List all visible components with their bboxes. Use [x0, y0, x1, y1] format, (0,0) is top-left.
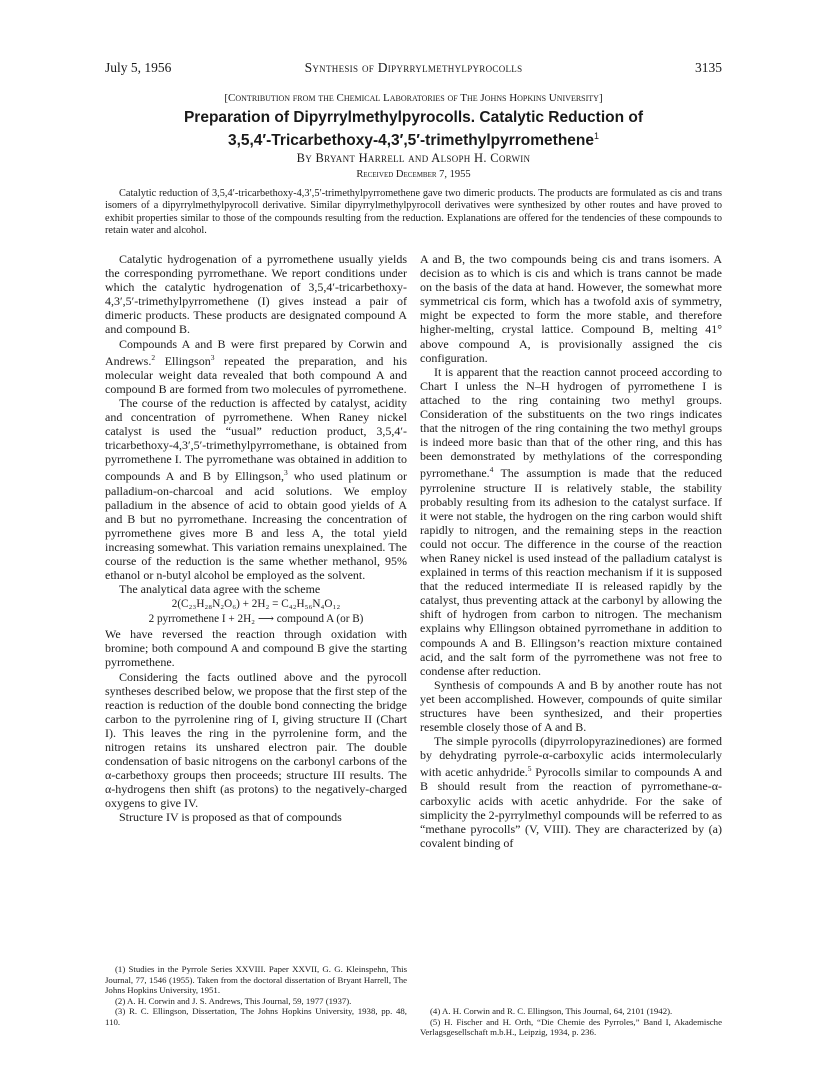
reference-mark: 4 [489, 465, 494, 475]
title-line-2-text: 3,5,4′-Tricarbethoxy-4,3′,5′-trimethylpyrromethene [227, 132, 595, 150]
footnotes-left [105, 964, 407, 1028]
title-footnote-mark: 1 [594, 131, 600, 141]
running-title: Synthesis of Dipyrrylmethylpyrocolls [304, 60, 523, 75]
footnote: (3) R. C. Ellingson, Dissertation, The Johns Hopkins University, 1938, pp. 48, 110. [105, 1006, 407, 1027]
article-title [105, 108, 722, 150]
footnote: (2) A. H. Corwin and J. S. Andrews, This Journal, 59, 1977 (1937). [115, 995, 352, 1006]
paragraph: Synthesis of compounds A and B by another route has not yet been accomplished. However, compounds of quite similar structures have been synthesized, and their properties resemble closely those of A and B. [420, 677, 722, 735]
paragraph: Structure IV is proposed as that of compounds [119, 810, 342, 825]
paragraph: Catalytic hydrogenation of a pyrromethene usually yields the corresponding pyrromethane. We report conditions under which the catalytic hydrogenation of 3,5,4′-tricarbethoxy-4,3′,5′-trimethylpyrromethene (I) gives instead a pair of dimeric products. These products are designated compound A and compound B. [105, 252, 407, 337]
paragraph: Considering the facts outlined above and the pyrocoll syntheses described below, we propose that the first step of the reaction is reduction of the double bond connecting the bridge carbon to the pyrrolenine ring of I, giving structure II (Chart I). This leaves the ring in the pyrrolenine form, and the nitrogen retains its unshared electron pair. The double condensation of basic nitrogens on the carbonyl carbons of the α-carbethoxy groups then proceeds; structure III results. The α-hydrogens then shift (as protons) to the negatively-charged oxygens to give IV. [105, 669, 407, 811]
paragraph-text: The course of the reduction is affected by catalyst, acidity and concentration of pyrromethene. When Raney nickel catalyst is used the “usual” reduction product, 3,5,4′-tricarbethoxy-4,3′,5′-trimethylpyrromethane, is obtained from pyrromethene I. The pyrromethane was obtained in addition to compounds A and B by Ellingson, [105, 395, 407, 484]
footnote: (5) H. Fischer and H. Orth, “Die Chemie des Pyrroles,” Band I, Akademische Verlagsgesellschaft m.b.H., Leipzig, 1934, p. 236. [420, 1016, 722, 1038]
running-header [105, 60, 722, 76]
paragraph: We have reversed the reaction through oxidation with bromine; both compound A and compound B give the starting pyrromethene. [105, 627, 407, 670]
reference-mark: 5 [527, 764, 532, 774]
paragraph-text: The simple pyrocolls (dipyrrolopyrazinediones) are formed by dehydrating pyrrole-α-carboxylic acids intermolecularly with acetic anhydride. [420, 734, 722, 780]
received-date: Received December 7, 1955 [356, 169, 471, 180]
paragraph [105, 337, 407, 396]
footnotes-right [420, 1006, 722, 1038]
contribution-line: [Contribution from the Chemical Laboratories of The Johns Hopkins University] [224, 92, 603, 104]
byline: By Bryant Harrell and Alsoph H. Corwin [296, 151, 531, 165]
paragraph-text: Ellingson [155, 353, 211, 368]
title-line-1: Preparation of Dipyrrylmethylpyrocolls. Catalytic Reduction of [183, 109, 644, 126]
paragraph-text: It is apparent that the reaction cannot proceed according to Chart I unless the N–H hydrogen of pyrromethene I is attached to the ring containing two methyl groups. Consideration of the substituents on the two rings indicates that the nitrogen of the ring containing the two methyl groups is indeed more basic than that of the other ring, and this has been demonstrated by methylations of the corresponding pyrromethane. [420, 364, 722, 481]
paragraph: The analytical data agree with the scheme [119, 582, 321, 597]
paragraph [420, 734, 722, 850]
paragraph-text: who used platinum or palladium-on-charcoal and acid solutions. We employ palladium in the absence of acid to obtain good yields of A and B but no pyrromethane. Increasing the concentration of pyrromethene gives more B and less A, the total yield increasing somewhat. This variation remains unexplained. The course of the reduction is the same whether methanol, 95% ethanol or n-butyl alcohol be employed as the solvent. [105, 469, 407, 583]
reference-mark: 3 [283, 468, 288, 478]
paragraph-text: Compounds A and B were first prepared by Corwin and Andrews. [105, 336, 407, 368]
footnote: (1) Studies in the Pyrrole Series XXVIII. Paper XXVII, G. G. Kleinspehn, This Journal, 77, 1546 (1955). Taken from the doctoral dissertation of Bryant Harrell, The Johns Hopkins University, 1951. [105, 964, 407, 996]
equation-1: 2(C₂₃H₂₈N₂O₆) + 2H₂ = C₄₂H₅₆N₄O₁₂ [171, 598, 341, 611]
paragraph-text: repeated the preparation, and his molecular weight data revealed that both compound A and compound B are formed from two molecules of pyrromethene. [105, 353, 407, 396]
reference-mark: 3 [210, 352, 215, 362]
equation-2: 2 pyrromethene I + 2H₂ ⟶ compound A (or B) [148, 613, 364, 626]
right-column [420, 252, 722, 850]
issue-date: July 5, 1956 [105, 60, 172, 75]
reference-mark: 2 [151, 352, 156, 362]
paragraph-text: Pyrocolls similar to compounds A and B should result from the reaction of pyrromethane-α-carboxylic acids with acetic anhydride. For the sake of simplicity the 2-pyrrylmethyl compounds will be referred to as “methane pyrocolls” (V, VIII). They are characterized by (a) covalent binding of [420, 765, 722, 850]
paragraph-text: The assumption is made that the reduced pyrrolenine structure II is relatively stable, the stability probably resulting from its adhesion to the catalyst surface. If it were not stable, the hydrogen on the ring carbon would shift rapidly to nitrogen, and the remaining steps in the reaction could not occur. The difference in the course of the reaction when Raney nickel is used instead of the palladium catalyst is explained in terms of this reaction mechanism if it is supposed that the reduced intermediate II is released rapidly by the catalyst, thus preventing attack at the carbonyl by allowing the shift of hydrogen from carbon to nitrogen. The mechanism explains why Ellingson obtained pyrromethane in addition to compounds A and B. Ellingson’s reaction mixture contained acid, and the salt form of the pyrromethene was not free to condense after reduction. [420, 466, 722, 678]
page-number: 3135 [695, 60, 722, 75]
paragraph: A and B, the two compounds being cis and trans isomers. A decision as to which is cis and which is trans cannot be made on the basis of the data at hand. However, the somewhat more symmetrical cis form, which has a twofold axis of symmetry, might be expected to form the more stable, and therefore higher-melting, crystal lattice. Compound B, melting 41° above compound A, is provisionally assigned the cis configuration. [420, 252, 722, 365]
title-line-2 [105, 127, 722, 150]
paragraph [105, 396, 407, 582]
paragraph [420, 365, 722, 678]
left-column [105, 252, 407, 825]
footnote: (4) A. H. Corwin and R. C. Ellingson, This Journal, 64, 2101 (1942). [430, 1006, 673, 1016]
abstract: Catalytic reduction of 3,5,4′-tricarbethoxy-4,3′,5′-trimethylpyrromethene gave two dimeric products. The products are formulated as cis and trans isomers of a dipyrrylmethylpyrocoll derivative. Similar dipyrrylmethylpyrocoll derivatives were synthesized by other routes and have proved to exhibit properties similar to those of the compounds resulting from the reduction. Explanations are offered for the tendencies of these compounds to retain water and alcohol. [105, 188, 722, 237]
